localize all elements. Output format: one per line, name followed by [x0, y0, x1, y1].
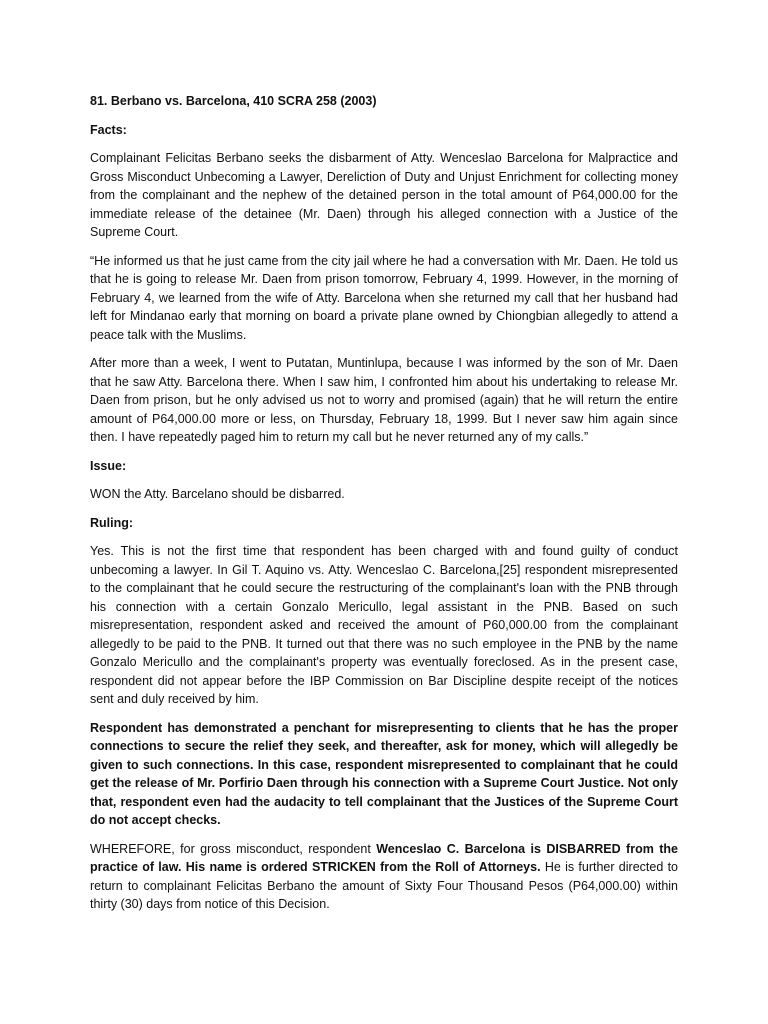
- ruling-heading: Ruling:: [90, 515, 134, 530]
- facts-paragraph: Complainant Felicitas Berbano seeks the disbarment of Atty. Wenceslao Barcelona for Malpractice and Gross Misconduct Unbecoming a Lawyer, Dereliction of Duty and Unjust Enrichment for collecting money from the complainant and the nephew of the detained person in the total amount of P64,000.00 for the immediate release of the detainee (Mr. Daen) through his alleged connection with a Justice of the Supreme Court.: [90, 151, 678, 239]
- case-title: 81. Berbano vs. Barcelona, 410 SCRA 258 (2003): [90, 94, 377, 108]
- ruling-paragraph-1: Yes. This is not the first time that respondent has been charged with and found guilty of conduct unbecoming a lawyer. In Gil T. Aquino vs. Atty. Wenceslao C. Barcelona,[25] respondent misrepresented to the complainant that he could secure the restructuring of the complainant's loan with the PNB through his connection with a certain Gonzalo Mericullo, legal assistant in the PNB. Based on such misrepresentation, respondent asked and received the amount of P60,000.00 from the complainant allegedly to be paid to the PNB. It turned out that there was no such employee in the PNB by the name Gonzalo Mericullo and the complainant's property was eventually foreclosed. As in the present case, respondent did not appear before the IBP Commission on Bar Discipline despite receipt of the notices sent and duly received by him.: [90, 544, 678, 706]
- issue-heading: Issue:: [90, 458, 127, 473]
- quote-paragraph-2: After more than a week, I went to Putatan, Muntinlupa, because I was informed by the son of Mr. Daen that he saw Atty. Barcelona there. When I saw him, I confronted him about his undertaking to release Mr. Daen from prison, but he only advised us not to worry and promised (again) that he will return the entire amount of P64,000.00 more or less, on Thursday, February 18, 1999. But I never saw him again since then. I have repeatedly paged him to return my call but he never returned any of my calls.”: [90, 356, 678, 444]
- wherefore-part-1: WHEREFORE, for gross misconduct, respondent: [90, 841, 377, 856]
- wherefore-part-3: He is further directed to return to complainant Felicitas Berbano the amount of Sixty Four Thousand Pesos (P64,000.00) within thirty (30) days from notice of this Decision.: [90, 860, 678, 911]
- issue-text: WON the Atty. Barcelano should be disbarred.: [90, 487, 345, 501]
- wherefore-part-2: Wenceslao C. Barcelona is DISBARRED from the practice of law. His name is ordered STRICKEN from the Roll of Attorneys.: [90, 841, 679, 874]
- wherefore-paragraph: [90, 840, 678, 914]
- ruling-paragraph-2: Respondent has demonstrated a penchant for misrepresenting to clients that he has the proper connections to secure the relief they seek, and thereafter, ask for money, which will allegedly be given to such connections. In this case, respondent misrepresented to complainant that he could get the release of Mr. Porfirio Daen through his connection with a Supreme Court Justice. Not only that, respondent even had the audacity to tell complainant that the Justices of the Supreme Court do not accept checks.: [90, 720, 678, 827]
- document-page: [90, 92, 678, 924]
- quote-paragraph-1: “He informed us that he just came from the city jail where he had a conversation with Mr. Daen. He told us that he is going to release Mr. Daen from prison tomorrow, February 4, 1999. However, in the morning of February 4, we learned from the wife of Atty. Barcelona when she returned my call that her husband had left for Mindanao early that morning on board a private plane owned by Chiongbian allegedly to attend a peace talk with the Muslims.: [90, 253, 678, 342]
- facts-heading: Facts:: [90, 122, 127, 137]
